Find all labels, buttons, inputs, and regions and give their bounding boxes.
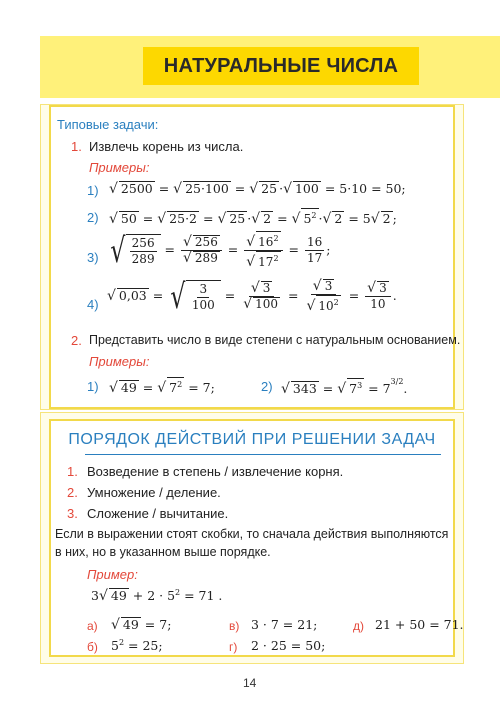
task2-example-2-formula: √ 343 = √ $7^3 = 7^{3/2}$.: [281, 377, 408, 397]
typical-tasks-panel: [40, 104, 464, 410]
task1-examples-label: Примеры:: [89, 160, 150, 175]
typical-tasks-heading: Типовые задачи:: [57, 117, 159, 132]
sub-label: а): [87, 619, 98, 633]
sub-label: б): [87, 640, 98, 654]
example-1-formula: √ 2500 = √ 25·100 = √ 25 ·√ 100 = 5·10 = 50;: [109, 181, 406, 197]
task1-text: Извлечь корень из числа.: [89, 139, 244, 154]
sub-d-formula: 21 + 50 = 71.: [375, 617, 464, 632]
example-label: 1): [87, 379, 99, 394]
order-of-operations-panel: [40, 412, 464, 664]
sub-b-formula: $5^2 = 25$;: [111, 638, 163, 654]
main-example-formula: 3√ $49 + 2 \cdot 5^2 = 71$ .: [91, 588, 223, 605]
page-title: НАТУРАЛЬНЫЕ ЧИСЛА: [143, 47, 419, 85]
example-2-formula: √ 50 = √ 25·2 = √ 25 ·√ 2 = √ $5^2$ ·√ 2 = 5√ 2 ;: [109, 208, 397, 227]
example-label: 2): [87, 210, 99, 225]
step-number: 1.: [67, 464, 78, 479]
task2-example-1-formula: √ 49 = √ $7^2 = 7$;: [109, 377, 215, 396]
step-text: Умножение / деление.: [87, 485, 221, 500]
sub-v-formula: 3 · 7 = 21;: [251, 617, 318, 632]
typical-tasks-box: [49, 105, 461, 409]
example-label: 3): [87, 250, 99, 265]
title-underline: [85, 454, 441, 455]
sub-label: г): [229, 640, 238, 654]
task2-text: Представить число в виде степени с натуральным основанием.: [89, 333, 461, 347]
example-3-formula: √ $\frac{256}{289}$ = $\frac{√ 256}{√ 289}$ = $\frac{√ 16^2}{√ 17^2}$ = $\frac{16}{17}$ ;: [110, 230, 331, 271]
example-label: 4): [87, 297, 99, 312]
step-text: Сложение / вычитание.: [87, 506, 229, 521]
step-number: 2.: [67, 485, 78, 500]
brackets-note-line1: Если в выражении стоят скобки, то сначала действия выполняются: [55, 527, 449, 541]
order-of-operations-title: ПОРЯДОК ДЕЙСТВИЙ ПРИ РЕШЕНИИ ЗАДАЧ: [68, 431, 436, 448]
step-number: 3.: [67, 506, 78, 521]
order-of-operations-box: [49, 419, 464, 657]
example-label: 1): [87, 183, 99, 198]
step-text: Возведение в степень / извлечение корня.: [87, 464, 344, 479]
example-label: 2): [261, 379, 273, 394]
sub-label: в): [229, 619, 240, 633]
brackets-note-line2: в них, но в указанном выше порядке.: [55, 545, 271, 559]
task2-examples-label: Примеры:: [89, 354, 150, 369]
example-label: Пример:: [87, 567, 138, 582]
sub-label: д): [353, 619, 364, 633]
page-number: 14: [243, 676, 257, 690]
example-4-formula: √ 0,03 = √ $\frac{3}{100}$ = $\frac{√ 3}{√ 100}$ = $\frac{√ 3}{√ 10^2}$ = $\frac{√ 3}{10}$ .: [107, 276, 397, 317]
sub-g-formula: 2 · 25 = 50;: [251, 638, 326, 653]
task2-number: 2.: [71, 333, 82, 348]
task1-number: 1.: [71, 139, 82, 154]
title-banner: [40, 36, 500, 98]
sub-a-formula: √ 49 = 7;: [111, 617, 172, 633]
